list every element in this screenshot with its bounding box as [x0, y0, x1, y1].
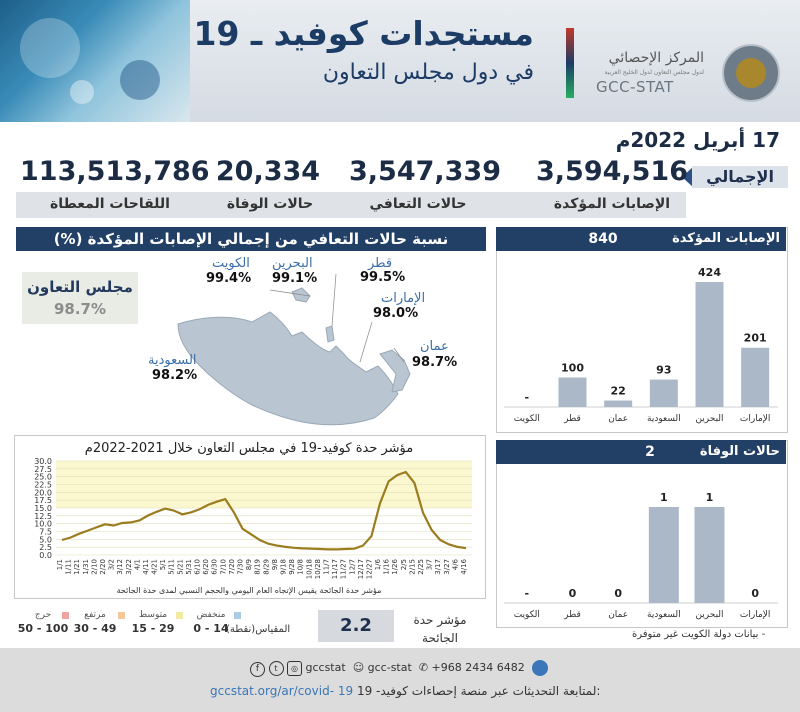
facebook-icon[interactable]: f — [250, 662, 265, 677]
bar-category-label: الإمارات — [739, 414, 771, 424]
footer-social-row — [250, 660, 548, 677]
y-tick-label: 17.5 — [34, 496, 52, 506]
bar-category-label: عمان — [608, 414, 629, 424]
footer-bar — [0, 648, 800, 712]
x-tick-label: 1/26 — [391, 559, 400, 575]
bar-3 — [604, 401, 632, 407]
bar-value-label: 22 — [610, 384, 626, 398]
org-logo-stripes — [566, 28, 574, 98]
x-tick-label: 7/30 — [236, 559, 245, 575]
scale-low-name: منخفض — [196, 610, 226, 620]
x-tick-label: 2/15 — [408, 559, 417, 575]
bar-value-label: - — [524, 391, 530, 404]
gccstat-logo-icon — [532, 660, 548, 676]
x-tick-label: 4/21 — [150, 559, 159, 575]
bar-category-label: الكويت — [513, 414, 540, 424]
country-name-bahrain: البحرين — [272, 256, 313, 271]
x-tick-label: 1/1 — [56, 559, 64, 571]
x-tick-label: 12/7 — [348, 559, 357, 575]
country-value-oman: 98.7% — [412, 355, 458, 370]
scale-critical-swatch — [62, 612, 69, 619]
x-tick-label: 10/18 — [305, 559, 314, 580]
x-tick-label: 3/17 — [434, 559, 443, 575]
total-vaccines-label: اللقاحات المعطاة — [50, 196, 170, 212]
x-tick-label: 10/8 — [296, 559, 305, 575]
page-title: مستجدات كوفيد ـ 19 — [193, 14, 534, 53]
recovery-title: نسبة حالات التعافي من إجمالي الإصابات المؤكدة (%) — [16, 227, 486, 251]
x-tick-label: 2/25 — [417, 559, 426, 575]
scale-critical-name: حرج — [34, 610, 52, 620]
org-name-ar: المركز الإحصائي — [608, 50, 704, 66]
bar-2 — [650, 380, 678, 407]
scale-low-swatch — [234, 612, 241, 619]
scale-high-name: مرتفع — [84, 610, 106, 620]
bar-1 — [696, 282, 724, 407]
scale-low-range: 0 - 14 — [193, 622, 229, 635]
x-tick-label: 3/12 — [116, 559, 125, 575]
footer-link-row — [210, 684, 600, 698]
country-name-qatar: قطر — [368, 256, 393, 271]
x-tick-label: 1/31 — [81, 559, 90, 575]
x-tick-label: 9/28 — [288, 559, 297, 575]
severity-chart-title: مؤشر حدة كوفيد-19 في مجلس التعاون خلال 2021-2022م — [84, 441, 414, 456]
x-tick-label: 10/28 — [313, 559, 322, 580]
x-tick-label: 1/21 — [73, 559, 82, 575]
bar-value-label: 1 — [705, 491, 714, 504]
bar-value-label: 0 — [568, 587, 577, 600]
y-tick-label: 22.5 — [34, 480, 52, 490]
x-tick-label: 11/27 — [339, 559, 348, 580]
bar-value-label: 201 — [743, 331, 767, 345]
page-subtitle: في دول مجلس التعاون — [322, 60, 534, 85]
bar-category-label: عمان — [608, 610, 629, 620]
bar-category-label: البحرين — [695, 610, 724, 620]
total-deaths-value: 20,334 — [215, 156, 321, 187]
y-tick-label: 2.5 — [39, 543, 52, 553]
y-tick-label: 7.5 — [39, 527, 52, 537]
x-tick-label: 3/27 — [442, 559, 451, 575]
bar-value-label: 1 — [660, 491, 668, 504]
bar-0 — [741, 348, 769, 407]
bar-value-label: 424 — [698, 266, 721, 279]
org-name-sub: لدول مجلس التعاون لدول الخليج العربية — [604, 69, 704, 76]
x-tick-label: 2/5 — [399, 559, 408, 571]
bar-category-label: السعودية — [647, 414, 681, 424]
daily-deaths-title: حالات الوفاة (اليومية) — [699, 444, 780, 483]
bar-value-label: 0 — [751, 587, 759, 600]
x-tick-label: 8/19 — [253, 559, 262, 575]
total-recovered-label: حالات التعافي — [369, 196, 467, 212]
y-tick-label: 30.0 — [34, 457, 52, 466]
x-tick-label: 4/16 — [460, 559, 468, 575]
total-recovered-value: 3,547,339 — [348, 156, 502, 187]
x-tick-label: 5/31 — [184, 559, 193, 575]
x-tick-label: 12/27 — [365, 559, 374, 580]
y-tick-label: 27.5 — [34, 464, 52, 474]
gcc-map — [160, 262, 420, 432]
covid-platform-link[interactable]: gccstat.org/ar/covid- 19 — [210, 684, 354, 698]
x-tick-label: 12/17 — [356, 559, 365, 580]
country-value-bahrain: 99.1% — [272, 271, 318, 286]
y-tick-label: 0.0 — [39, 551, 52, 560]
x-tick-label: 6/30 — [210, 559, 219, 575]
gcc-recovery-name: مجلس التعاون — [27, 278, 133, 296]
x-tick-label: 7/10 — [219, 559, 228, 575]
total-deaths-label: حالات الوفاة — [226, 196, 314, 212]
country-value-uae: 98.0% — [373, 306, 419, 321]
scale-high-range: 30 - 49 — [73, 622, 117, 635]
y-tick-label: 12.5 — [34, 511, 52, 521]
scale-critical-range: 50 - 100 — [17, 622, 69, 635]
x-tick-label: 11/7 — [322, 559, 331, 575]
x-tick-label: 5/21 — [176, 559, 185, 575]
bar-value-label: - — [524, 587, 530, 600]
x-tick-label: 8/29 — [262, 559, 271, 575]
scale-label: المقياس(نقطة) — [226, 624, 291, 635]
x-tick-label: 5/11 — [167, 559, 176, 575]
x-tick-label: 9/8 — [270, 559, 279, 571]
hero-image — [0, 0, 190, 122]
kuwait-data-footnote: - بيانات دولة الكويت غير متوفرة — [632, 629, 766, 640]
severity-note: مؤشر حدة الجائحة يقيس الإتجاه العام اليومي والحجم النسبي لمدى حدة الجائحة — [116, 586, 382, 595]
country-name-saudi: السعودية — [148, 353, 197, 368]
scale-mid-swatch — [176, 612, 183, 619]
total-confirmed-value: 3,594,516 — [535, 156, 689, 187]
bar-value-label: 0 — [614, 587, 622, 600]
x-tick-label: 8/9 — [245, 559, 254, 571]
bar-2 — [649, 507, 679, 603]
x-tick-label: 9/18 — [279, 559, 288, 575]
x-tick-label: 3/2 — [107, 559, 116, 571]
bar-category-label: الإمارات — [739, 610, 771, 620]
social-handle-gccstat[interactable]: gccstat — [305, 661, 346, 674]
scale-mid-name: متوسط — [138, 610, 168, 620]
y-tick-label: 20.0 — [34, 488, 52, 498]
instagram-icon[interactable]: ◎ — [287, 661, 302, 676]
x-tick-label: 1/11 — [64, 559, 73, 575]
x-tick-label: 2/10 — [90, 559, 99, 575]
total-vaccines-value: 113,513,786 — [20, 156, 210, 187]
x-tick-label: 6/20 — [202, 559, 211, 575]
scale-high-swatch — [118, 612, 125, 619]
twitter-icon[interactable]: t — [269, 661, 284, 676]
y-tick-label: 10.0 — [34, 519, 52, 529]
bar-value-label: 93 — [656, 363, 672, 377]
bar-category-label: البحرين — [695, 414, 724, 424]
bar-category-label: قطر — [564, 610, 581, 620]
gcc-emblem-icon — [722, 44, 780, 102]
x-tick-label: 1/16 — [382, 559, 391, 575]
country-name-kuwait: الكويت — [212, 256, 250, 271]
bar-1 — [695, 507, 725, 603]
x-tick-label: 3/7 — [425, 559, 434, 571]
country-name-uae: الإمارات — [381, 291, 426, 306]
x-tick-label: 1/6 — [374, 559, 383, 571]
severity-index-label: مؤشر حدة الجائحة — [413, 613, 467, 645]
daily-deaths-chart — [496, 465, 786, 627]
x-tick-label: 3/22 — [124, 559, 133, 575]
footer-link-prefix: لمتابعة التحديثات عبر منصة إحصاءات كوفيد- 19: — [356, 684, 601, 698]
bar-category-label: الكويت — [513, 610, 540, 620]
bar-category-label: السعودية — [647, 610, 681, 620]
y-tick-label: 15.0 — [34, 504, 52, 513]
daily-cases-title: الإصابات المؤكدة (اليومية) — [672, 231, 780, 270]
x-tick-label: 4/11 — [141, 559, 150, 575]
social-handle-gcc-stat[interactable]: gcc-stat — [367, 661, 412, 674]
severity-chart — [14, 455, 484, 587]
bar-category-label: قطر — [564, 414, 581, 424]
whatsapp-icon[interactable]: ✆ — [418, 661, 429, 674]
scale-mid-range: 15 - 29 — [131, 622, 175, 635]
x-tick-label: 7/20 — [227, 559, 236, 575]
x-tick-label: 2/20 — [98, 559, 107, 575]
y-tick-label: 5.0 — [39, 535, 52, 545]
y-tick-label: 25.0 — [34, 472, 52, 482]
country-value-saudi: 98.2% — [152, 368, 198, 383]
report-date: 17 أبريل 2022م — [615, 128, 780, 152]
x-tick-label: 5/1 — [159, 559, 168, 571]
bar-4 — [559, 378, 587, 407]
severity-index-value: 2.2 — [318, 610, 394, 642]
daily-cases-chart — [496, 252, 786, 430]
total-confirmed-label: الإصابات المؤكدة — [553, 196, 671, 212]
totals-label: الإجمالي — [692, 166, 788, 188]
x-tick-label: 4/1 — [133, 559, 142, 571]
phone-number[interactable]: +968 2434 6482 — [431, 661, 525, 674]
bar-value-label: 100 — [561, 361, 584, 375]
country-value-qatar: 99.5% — [360, 270, 406, 285]
x-tick-label: 11/17 — [331, 559, 340, 580]
snapchat-icon[interactable]: ☺ — [352, 661, 365, 674]
daily-cases-total: 840 — [588, 231, 618, 247]
daily-deaths-total: 2 — [645, 444, 655, 460]
country-name-oman: عمان — [420, 339, 449, 354]
gcc-recovery-value: 98.7% — [53, 300, 107, 318]
country-value-kuwait: 99.4% — [206, 271, 252, 286]
org-name-en: GCC-STAT — [596, 78, 674, 96]
x-tick-label: 4/6 — [451, 559, 460, 571]
x-tick-label: 6/10 — [193, 559, 202, 575]
qatar-shape — [326, 326, 334, 342]
